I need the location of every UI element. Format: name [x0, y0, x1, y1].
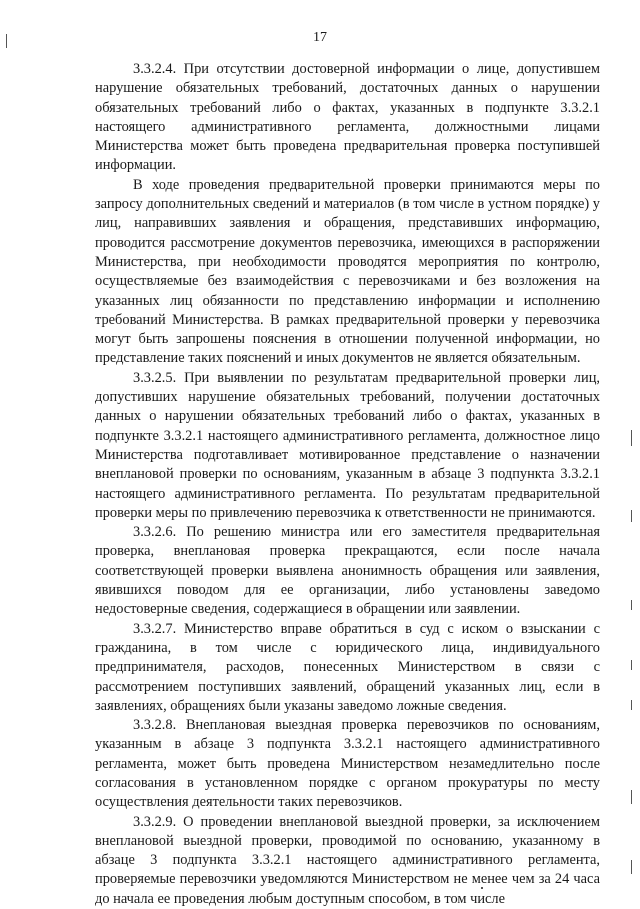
paragraph-3-3-2-5: 3.3.2.5. При выявлении по результатам предварительной проверки лиц, допустивших нарушение обязательных требований, получении достаточных данных о нарушении обязательных требований либо о фактах, указанных в подпункте 3.3.2.1 настоящего административного регламента, должностное лицо Министерства подготавливает мотивированное представление о назначении внеплановой проверки по основаниям, указанным в абзаце 3 подпункта 3.3.2.1 настоящего административного регламента. По результатам предварительной проверки меры по привлечению перевозчика к ответственности не принимаются. [95, 369, 600, 521]
paragraph-3-3-2-4: 3.3.2.4. При отсутствии достоверной информации о лице, допустившем нарушение обязательных требований, достаточных данных о нарушении обязательных требований либо о фактах, указанных в подпункте 3.3.2.1 настоящего административного регламента, должностными лицами Министерства может быть проведена предварительная проверка поступившей информации. [95, 61, 600, 174]
right-scan-mark [631, 600, 632, 610]
right-scan-mark [631, 860, 632, 874]
right-scan-mark [631, 660, 632, 670]
page-number: 17 [313, 30, 327, 45]
left-scan-mark [6, 34, 7, 48]
right-scan-mark [631, 790, 632, 804]
right-scan-mark [631, 700, 632, 710]
paragraph-3-3-2-7: 3.3.2.7. Министерство вправе обратиться в суд с иском о взыскании с гражданина, в том числе с юридического лица, индивидуального предпринимателя, расходов, понесенных Министерством в связи с рассмотрением поступивших заявлений, обращений указанных лиц, если в заявлениях, обращениях были указаны заведомо ложные сведения. [95, 620, 600, 714]
right-scan-mark [631, 510, 632, 522]
scan-speck [481, 887, 483, 889]
paragraph-3-3-2-9: 3.3.2.9. О проведении внеплановой выездной проверки, за исключением внеплановой выездной проверки, проводимой по основанию, указанному в абзаце 3 подпункта 3.3.2.1 настоящего административного регламента, проверяемые перевозчики уведомляются Министерством не менее чем за 24 часа до начала ее проведения любым доступным способом, в том числе [95, 813, 600, 907]
paragraph-preliminary-check-measures: В ходе проведения предварительной проверки принимаются меры по запросу дополнительных сведений и материалов (в том числе в устном порядке) у лиц, направивших заявления и обращения, представивших информацию, проводится рассмотрение документов перевозчика, имеющихся в распоряжении Министерства, при необходимости проводятся мероприятия по контролю, осуществляемые без взаимодействия с перевозчиками и без возложения на указанных лиц обязанности по представлению информации и исполнению требований Министерства. В рамках предварительной проверки у перевозчика могут быть запрошены пояснения в отношении полученной информации, но представление таких пояснений и иных документов не является обязательным. [95, 176, 600, 367]
paragraph-3-3-2-8: 3.3.2.8. Внеплановая выездная проверка перевозчиков по основаниям, указанным в абзаце 3 подпункта 3.3.2.1 настоящего административного регламента, может быть проведена Министерством незамедлительно после согласования в установленном порядке с органом прокуратуры по месту осуществления деятельности таких перевозчиков. [95, 717, 600, 811]
paragraph-3-3-2-6: 3.3.2.6. По решению министра или его заместителя предварительная проверка, внеплановая проверка прекращаются, если после начала соответствующей проверки выявлена анонимность обращения или заявления, явившихся поводом для ее организации, либо установлены заведомо недостоверные сведения, содержащиеся в обращении или заявлении. [95, 524, 600, 618]
right-scan-mark [631, 430, 632, 446]
document-body [95, 60, 600, 909]
